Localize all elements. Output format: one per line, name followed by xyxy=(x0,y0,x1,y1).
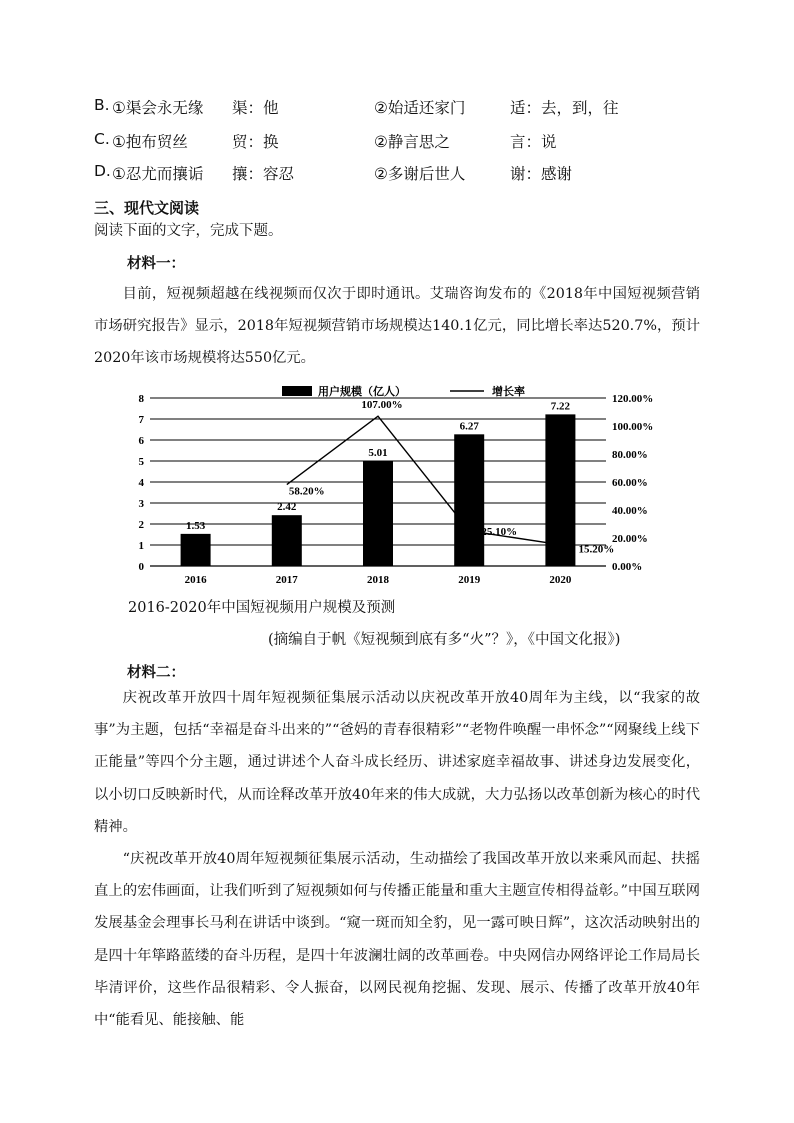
y-left-tick-label: 1 xyxy=(138,540,144,552)
y-left-tick-label: 5 xyxy=(138,456,144,468)
chart-labels xyxy=(139,393,654,586)
option-gloss-1: 攘：容忍 xyxy=(232,165,295,183)
option-gloss-1: 渠：他 xyxy=(232,99,279,117)
section-title: 三、现代文阅读 xyxy=(94,199,200,217)
y-left-tick-label: 8 xyxy=(138,393,144,405)
option-letter: C. xyxy=(94,130,110,148)
bar-value-label: 1.53 xyxy=(185,519,206,532)
y-right-tick-label: 20.00% xyxy=(612,533,648,545)
option-item-1: ①渠会永无缘 xyxy=(112,99,204,117)
y-right-tick-label: 40.00% xyxy=(612,505,648,517)
y-right-tick-label: 100.00% xyxy=(612,421,654,433)
bar-value-label: 5.01 xyxy=(368,446,388,459)
option-item-2: ②静言思之 xyxy=(374,133,450,151)
option-item-1: ①抱布贸丝 xyxy=(112,133,188,151)
y-left-tick-label: 2 xyxy=(138,519,144,531)
material-1-label: 材料一： xyxy=(127,256,185,272)
growth-value-label: 58.20% xyxy=(288,485,325,498)
y-right-tick-label: 120.00% xyxy=(612,393,654,405)
x-tick-label: 2018 xyxy=(367,574,389,586)
growth-value-label: 15.20% xyxy=(578,543,615,556)
chart-legend xyxy=(282,384,525,398)
bar-value-label: 2.42 xyxy=(277,501,297,514)
y-left-tick-label: 3 xyxy=(138,498,144,510)
option-letter: B. xyxy=(94,96,110,114)
growth-value-label: 107.00% xyxy=(361,399,403,412)
bar xyxy=(181,534,211,566)
bar-value-label: 6.27 xyxy=(459,420,479,433)
source-citation: (摘编自于帆《短视频到底有多“火”？》，《中国文化报》) xyxy=(268,632,621,648)
legend-line-label: 增长率 xyxy=(492,386,525,398)
y-right-tick-label: 80.00% xyxy=(612,449,648,461)
chart-caption: 2016-2020年中国短视频用户规模及预测 xyxy=(128,600,396,616)
y-left-tick-label: 6 xyxy=(138,435,144,447)
chart-bars xyxy=(181,414,576,566)
growth-line xyxy=(287,416,561,545)
bar xyxy=(272,515,302,566)
option-gloss-2: 言：说 xyxy=(510,133,557,151)
y-right-tick-label: 60.00% xyxy=(612,477,648,489)
growth-value-label: 25.10% xyxy=(481,525,518,538)
y-left-tick-label: 4 xyxy=(138,477,144,489)
x-tick-label: 2016 xyxy=(184,574,207,586)
material-2-paragraph-2: “庆祝改革开放40周年短视频征集展示活动，生动描绘了我国改革开放以来乘风而起、扶摇直上的宏伟画面，让我们听到了短视频如何与传播正能量和重大主题宣传相得益彰。”中国互联网发展基金会理事长马利在讲话中谈到。“窥一斑而知全豹，见一露可映日辉”，这次活动映射出的是四十年筚路蓝缕的奋斗历程，是四十年波澜壮阔的改革画卷。中央网信办网络评论工作局局长毕清评价，这些作品很精彩、令人振奋，以网民视角挖掘、发现、展示、传播了改革开放40年中“能看见、能接触、能 xyxy=(94,851,700,1029)
user-scale-chart xyxy=(120,378,710,588)
option-gloss-2: 适：去，到，往 xyxy=(510,99,619,117)
x-tick-label: 2020 xyxy=(549,574,572,586)
bar-value-label: 7.22 xyxy=(550,400,571,413)
material-2-label: 材料二： xyxy=(127,665,185,681)
x-tick-label: 2017 xyxy=(275,574,298,586)
option-letter: D. xyxy=(94,162,111,180)
material-1-paragraph: 目前，短视频超越在线视频而仅次于即时通讯。艾瑞咨询发布的《2018年中国短视频营销市场研究报告》显示，2018年短视频营销市场规模达140.1亿元，同比增长率达520.7%，预计2020年该市场规模将达550亿元。 xyxy=(94,286,700,367)
y-left-tick-label: 7 xyxy=(138,414,144,426)
option-item-2: ②多谢后世人 xyxy=(374,165,466,183)
section-instruction: 阅读下面的文字，完成下题。 xyxy=(94,223,283,239)
x-tick-label: 2019 xyxy=(458,574,481,586)
y-left-tick-label: 0 xyxy=(138,561,144,573)
option-gloss-2: 谢：感谢 xyxy=(510,165,573,183)
bar xyxy=(454,434,484,566)
y-right-tick-label: 0.00% xyxy=(612,561,643,573)
legend-bar-swatch xyxy=(282,386,312,396)
option-gloss-1: 贸：换 xyxy=(232,133,279,151)
legend-bar-label: 用户规模（亿人） xyxy=(318,386,406,398)
option-item-2: ②始适还家门 xyxy=(374,99,466,117)
option-item-1: ①忍尤而攘诟 xyxy=(112,165,204,183)
material-2-paragraph-1: 庆祝改革开放四十周年短视频征集展示活动以庆祝改革开放40周年为主线，以“我家的故事”为主题，包括“幸福是奋斗出来的”“爸妈的青春很精彩”“老物件唤醒一串怀念”“网聚线上线下正能量”等四个分主题，通过讲述个人奋斗成长经历、讲述家庭幸福故事、讲述身边发展变化，以小切口反映新时代，从而诠释改革开放40年来的伟大成就，大力弘扬以改革创新为核心的时代精神。 xyxy=(94,690,700,835)
chart-growth-line xyxy=(287,416,561,545)
bar xyxy=(363,461,393,566)
